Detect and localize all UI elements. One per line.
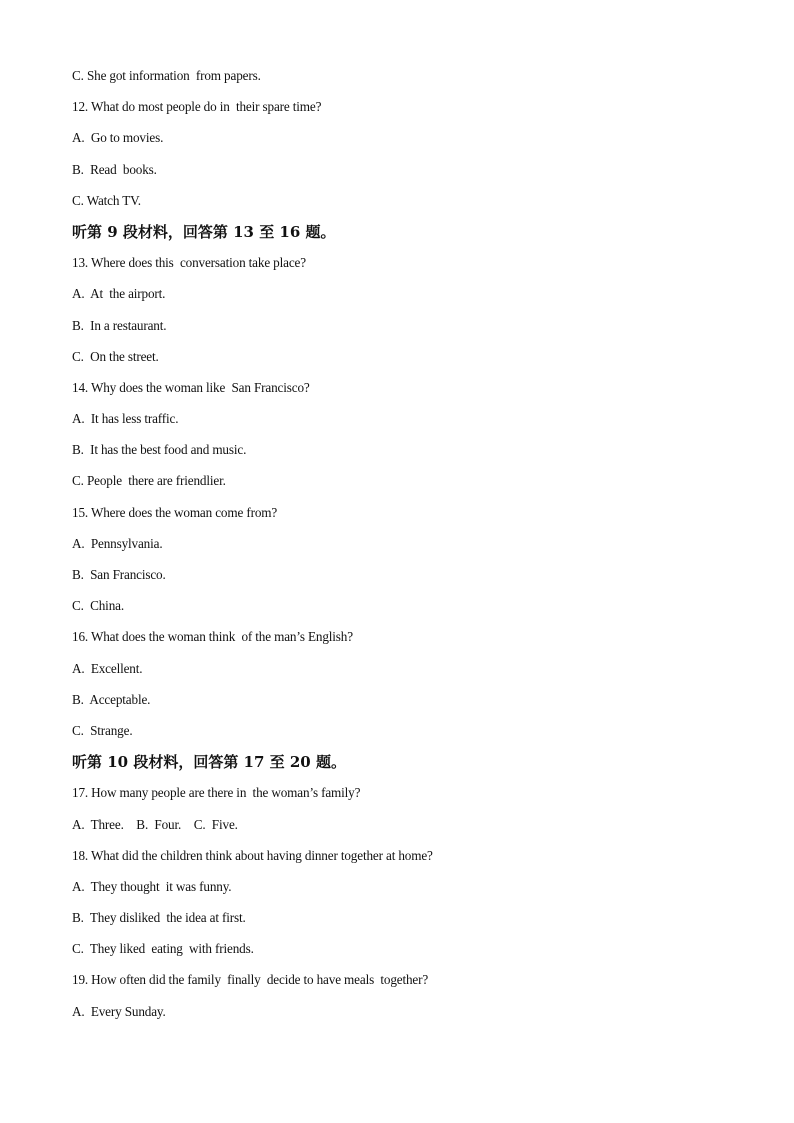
option-13c: C. On the street. <box>72 348 159 364</box>
option-11c: C. She got information from papers. <box>72 68 261 83</box>
question-14: 14. Why does the woman like San Francisco? <box>72 379 310 395</box>
question-13: 13. Where does this conversation take place? <box>72 255 306 271</box>
option-14b: B. It has the best food and music. <box>72 442 247 458</box>
option-18b: B. They disliked the idea at first. <box>72 910 246 926</box>
question-18: 18. What did the children think about having dinner together at home? <box>72 847 433 863</box>
question-16: 16. What does the woman think of the man’s English? <box>72 629 353 645</box>
question-17: 17. How many people are there in the woman’s family? <box>72 785 361 801</box>
option-14a: A. It has less traffic. <box>72 411 179 427</box>
option-16c: C. Strange. <box>72 722 133 738</box>
option-15c: C. China. <box>72 598 124 614</box>
question-19: 19. How often did the family finally decide to have meals together? <box>72 972 429 988</box>
option-13b: B. In a restaurant. <box>72 317 167 333</box>
question-15: 15. Where does the woman come from? <box>72 504 278 520</box>
option-16b: B. Acceptable. <box>72 691 151 707</box>
options-17: A. Three. B. Four. C. Five. <box>72 816 238 832</box>
option-18a: A. They thought it was funny. <box>72 878 232 894</box>
option-15b: B. San Francisco. <box>72 567 166 582</box>
section-heading-9: 听第 9 段材料，回答第 13 至 16 题。 <box>72 222 336 241</box>
option-15a: A. Pennsylvania. <box>72 535 163 551</box>
option-12c: C. Watch TV. <box>72 192 141 208</box>
option-12b: B. Read books. <box>72 161 157 177</box>
option-18c: C. They liked eating with friends. <box>72 941 254 957</box>
document-page <box>72 66 732 1033</box>
question-12: 12. What do most people do in their spare time? <box>72 99 322 115</box>
option-13a: A. At the airport. <box>72 286 166 302</box>
section-heading-10: 听第 10 段材料，回答第 17 至 20 题。 <box>72 753 346 772</box>
option-19a: A. Every Sunday. <box>72 1003 166 1019</box>
option-16a: A. Excellent. <box>72 660 143 676</box>
option-12a: A. Go to movies. <box>72 130 164 146</box>
option-14c: C. People there are friendlier. <box>72 473 226 489</box>
